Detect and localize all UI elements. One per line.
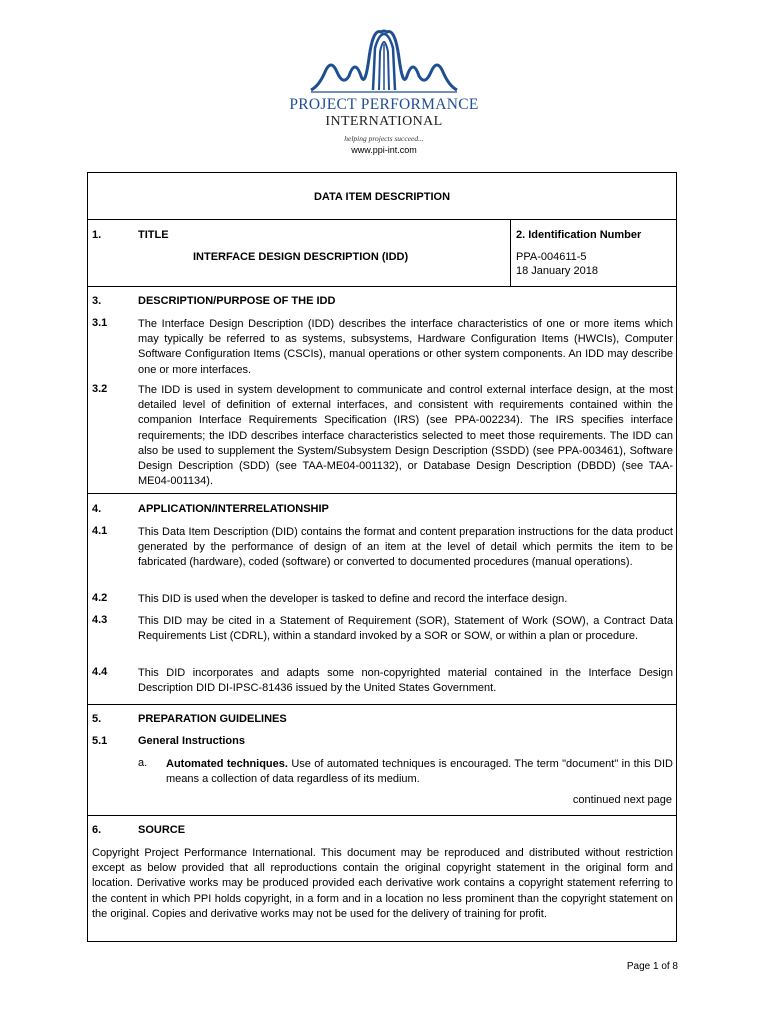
section-6-heading: SOURCE xyxy=(138,824,186,836)
item-4-4-num: 4.4 xyxy=(92,666,108,678)
ppi-waveform-icon xyxy=(309,28,459,96)
item-3-2-num: 3.2 xyxy=(92,383,108,395)
section-3-num: 3. xyxy=(92,295,102,307)
document-title: INTERFACE DESIGN DESCRIPTION (IDD) xyxy=(193,251,409,263)
item-4-3-num: 4.3 xyxy=(92,614,108,626)
item-5-1-a-letter: a. xyxy=(138,757,148,769)
continued-note: continued next page xyxy=(572,794,672,806)
item-3-2-text: The IDD is used in system development to communicate and control external interface design, at the most detailed level of definition of external interfaces, and consistent with requirements contained within the companion Interface Requirements Specification (IRS) (see PPA-002234). The IRS specifies interface requirements; the IDD describes interface characteristics selected to meet those requirements. The IDD can also be used to supplement the System/Subsystem Design Description (SSDD) (see PPA-003461), Software Design Description (SDD) (see TAA-ME04-001132), or Database Design Description (DBDD) (see TAA-ME04-001134). xyxy=(138,384,673,488)
section-6-num: 6. xyxy=(92,824,102,836)
item-5-1-a-bold: Automated techniques. xyxy=(166,758,288,770)
ppi-logo xyxy=(0,28,768,156)
section-5-num: 5. xyxy=(92,713,102,725)
item-4-1-text: This Data Item Description (DID) contains the format and content preparation instructions for the data product generated by the performance of design of an item at the level of detail which permits the item to be fabricated (hardware), coded (software) or converted to documented procedures (manual operations). xyxy=(138,526,673,569)
item-5-1-num: 5.1 xyxy=(92,735,108,747)
brand-line1: PROJECT PERFORMANCE xyxy=(289,96,479,113)
item-4-1-num: 4.1 xyxy=(92,525,108,537)
title-label: TITLE xyxy=(138,229,169,241)
id-number: PPA-004611-5 xyxy=(516,251,587,263)
title-block xyxy=(87,219,677,287)
item-4-3-text: This DID may be cited in a Statement of Requirement (SOR), Statement of Work (SOW), a Contract Data Requirements List (CDRL), within a standard invoked by a SOR or SOW, or within a plan or procedure. xyxy=(138,615,673,643)
brand-line2: INTERNATIONAL xyxy=(325,114,443,129)
page-number: Page 1 of 8 xyxy=(626,961,678,972)
item-5-1-heading: General Instructions xyxy=(138,735,245,747)
item-5-1-a-body: Use of automated techniques is encouraged. The term "document" in this DID means a collection of data regardless of its medium. xyxy=(166,758,674,786)
section-4-heading: APPLICATION/INTERRELATIONSHIP xyxy=(138,503,329,515)
section-4-num: 4. xyxy=(92,503,102,515)
item-4-4-text: This DID incorporates and adapts some non-copyrighted material contained in the Interface Design Description DID DI-IPSC-81436 issued by the United States Government. xyxy=(138,667,673,695)
item-4-2-text: This DID is used when the developer is tasked to define and record the interface design. xyxy=(138,593,568,605)
section-5 xyxy=(87,704,677,816)
website-link[interactable]: www.ppi-int.com xyxy=(351,145,417,155)
section-5-heading: PREPARATION GUIDELINES xyxy=(138,713,287,725)
section-3 xyxy=(87,286,677,494)
did-header xyxy=(87,172,677,220)
section-6 xyxy=(87,815,677,942)
tagline: helping projects succeed... xyxy=(344,134,424,143)
item-3-1-text: The Interface Design Description (IDD) describes the interface characteristics of one or more items which may typically be referred to as systems, subsystems, Hardware Configuration Items (HWCIs), Computer Software Configuration Items (CSCIs), manual operations or other system components. An IDD may describe one or more interfaces. xyxy=(138,318,673,376)
item-3-1-num: 3.1 xyxy=(92,317,108,329)
section-4 xyxy=(87,493,677,705)
did-header-title: DATA ITEM DESCRIPTION xyxy=(313,191,451,203)
id-label: 2. Identification Number xyxy=(516,229,642,241)
id-date: 18 January 2018 xyxy=(516,265,598,277)
item-5-1-a-text xyxy=(166,757,673,787)
section-3-heading: DESCRIPTION/PURPOSE OF THE IDD xyxy=(138,295,336,307)
source-text: Copyright Project Performance International. This document may be reproduced and distributed without restriction except as below provided that all reproductions contain the original copyright statement in the original form and location. Derivative works may be produced provided each derivative work contains a copyright statement referring to the content in which PPI holds copyright, in a form and in a location no less prominent than the copyright statement on the original. Copies and derivative works may not be used for the delivery of training for profit. xyxy=(92,847,673,920)
title-divider xyxy=(510,220,511,286)
item-4-2-num: 4.2 xyxy=(92,592,108,604)
title-num: 1. xyxy=(92,229,102,241)
